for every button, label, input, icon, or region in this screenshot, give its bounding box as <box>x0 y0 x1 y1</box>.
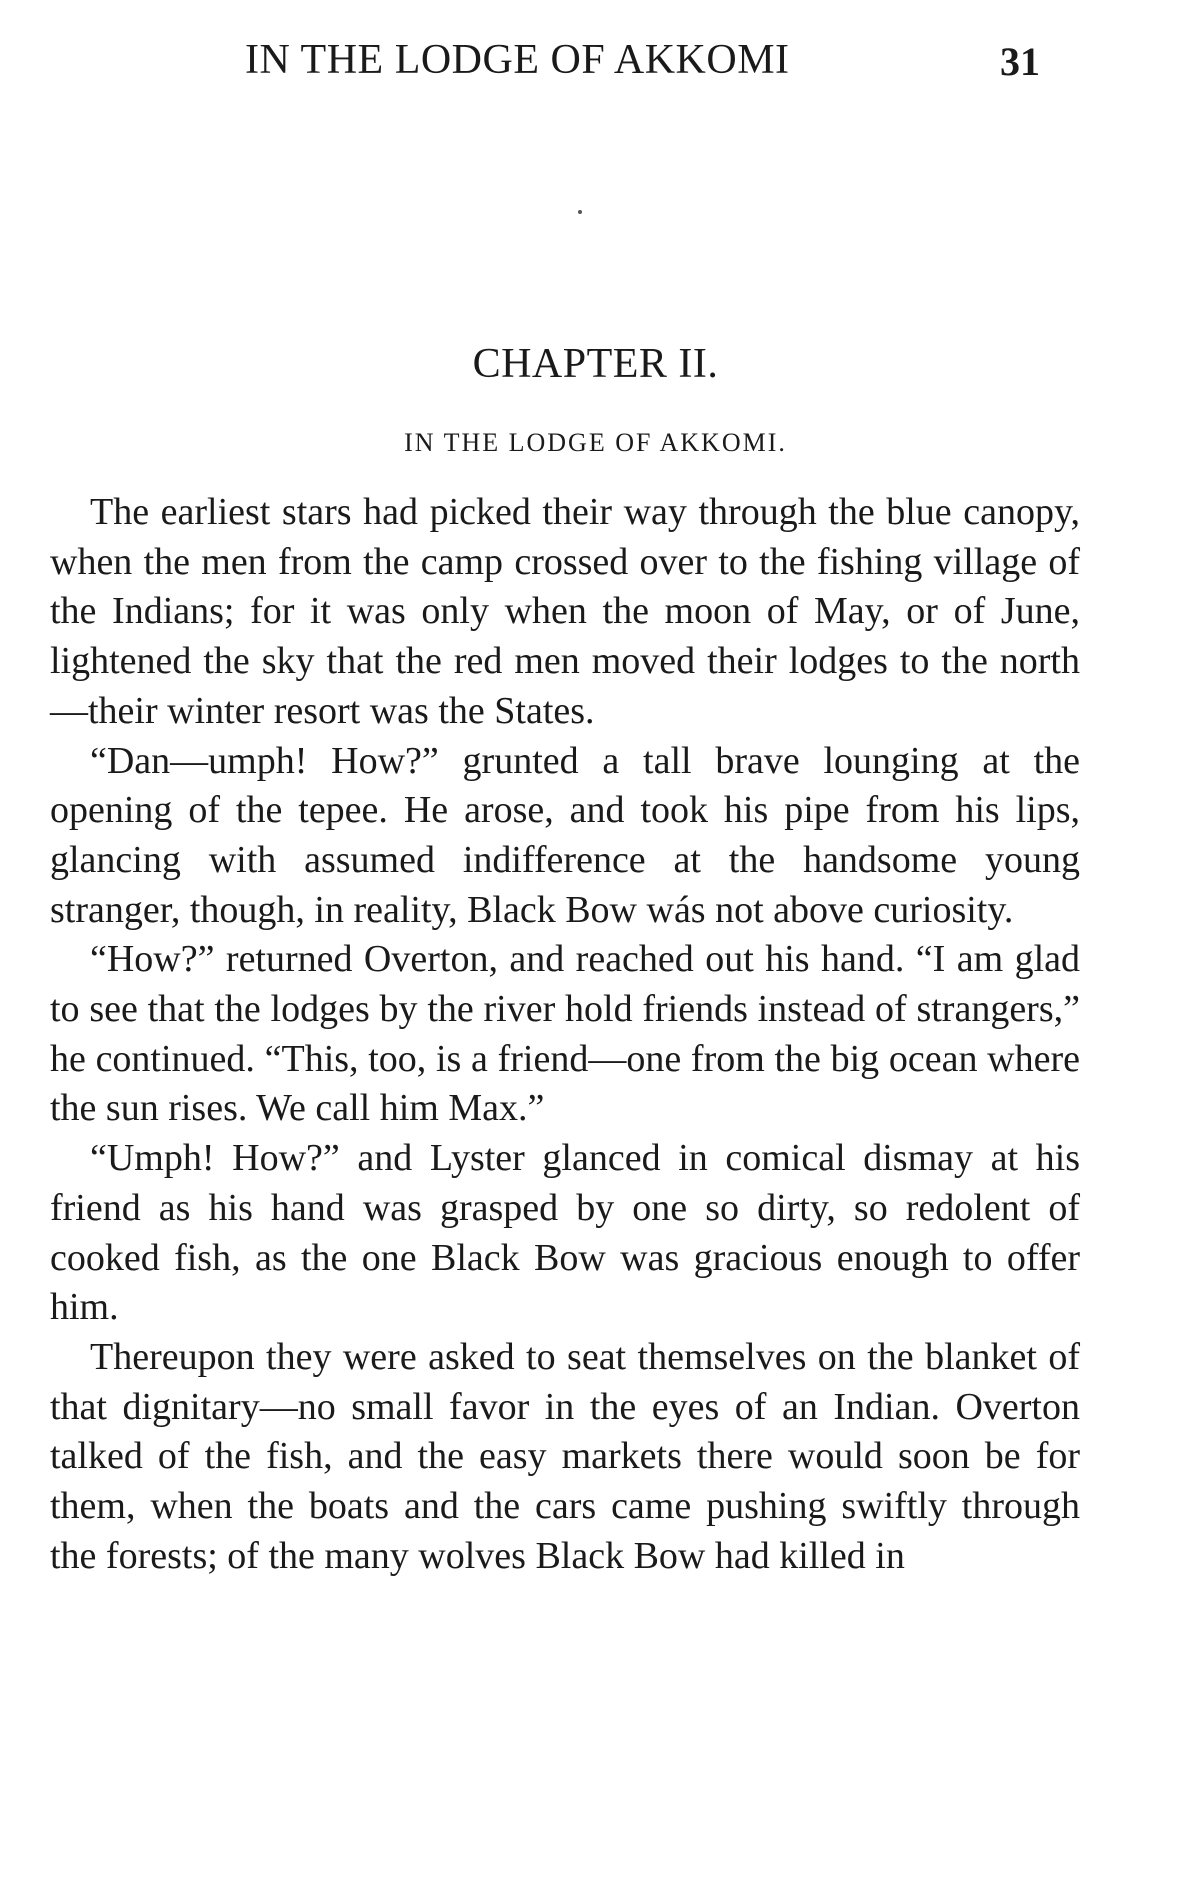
print-speck <box>578 210 582 214</box>
paragraph: “Dan—umph! How?” grunted a tall brave lounging at the opening of the tepee. He arose, and took his pipe from his lips, glancing with assumed indifference at the handsome young stranger, though, in reality, Black Bow wás not above curiosity. <box>50 739 1080 931</box>
running-head <box>50 36 1100 96</box>
chapter-heading: CHAPTER II. <box>472 341 719 387</box>
paragraph: “How?” returned Overton, and reached out his hand. “I am glad to see that the lodges by the river hold friends instead of strangers,” he continued. “This, too, is a friend—one from the big ocean where the sun rises. We call him Max.” <box>50 938 1080 1130</box>
body-text <box>50 488 1080 1581</box>
paragraph: The earliest stars had picked their way through the blue canopy, when the men from the camp crossed over to the fishing village of the Indians; for it was only when the moon of May, or of June, lightened the sky that the red men moved their lodges to the north—their winter resort was the States. <box>50 491 1080 732</box>
paragraph: “Umph! How?” and Lyster glanced in comical dismay at his friend as his hand was grasped by one so dirty, so redolent of cooked fish, as the one Black Bow was gracious enough to offer him. <box>50 1137 1080 1329</box>
paragraph: Thereupon they were asked to seat themselves on the blanket of that dignitary—no small favor in the eyes of an Indian. Overton talked of the fish, and the easy markets there would soon be for them, when the boats and the cars came pushing swiftly through the forests; of the many wolves Black Bow had killed in <box>50 1335 1080 1577</box>
chapter-subtitle: IN THE LODGE OF AKKOMI. <box>404 428 787 457</box>
page-number: 31 <box>1000 39 1040 84</box>
running-title: IN THE LODGE OF AKKOMI <box>245 37 790 83</box>
